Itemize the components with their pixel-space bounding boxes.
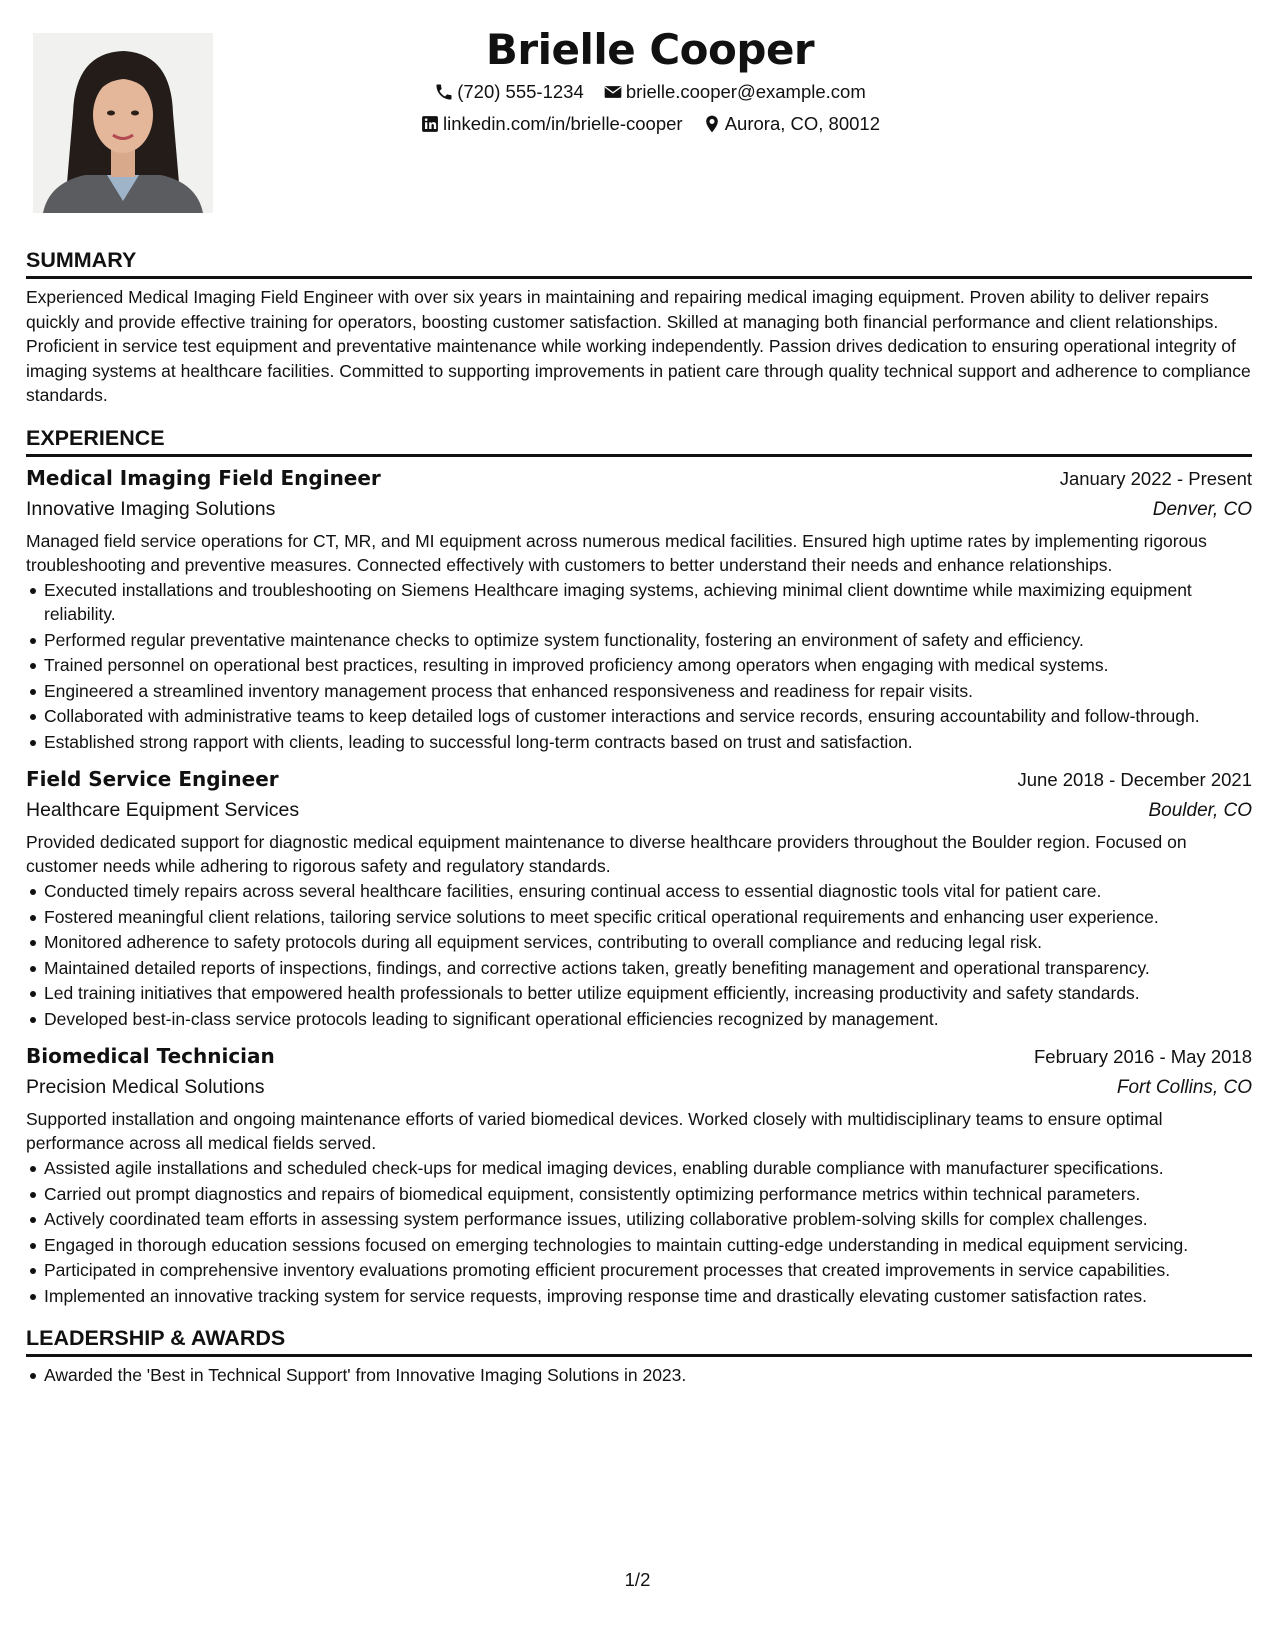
job-company: Precision Medical Solutions (26, 1075, 265, 1098)
job-location: Denver, CO (1152, 498, 1252, 520)
leadership-bullets (26, 1363, 1252, 1387)
envelope-icon (603, 82, 623, 102)
job-bullets (26, 879, 1252, 1031)
bullet-item: Established strong rapport with clients, leading to successful long-term contracts based on trust and satisfaction. (26, 730, 1252, 754)
job-title: Medical Imaging Field Engineer (26, 465, 381, 490)
job-description: Provided dedicated support for diagnostic medical equipment maintenance to diverse healthcare providers throughout the Boulder region. Focused on customer needs while adhering to rigorous safety and regulatory standards. (26, 831, 1187, 876)
bullet-item: Participated in comprehensive inventory evaluations promoting efficient procurement processes that created improvements in service capabilities. (26, 1258, 1252, 1282)
bullet-item: Carried out prompt diagnostics and repairs of biomedical equipment, consistently optimizing performance metrics within technical parameters. (26, 1182, 1252, 1206)
bullet-item: Trained personnel on operational best practices, resulting in improved proficiency among operators when engaging with medical systems. (26, 653, 1252, 677)
job-description: Supported installation and ongoing maintenance efforts of varied biomedical devices. Worked closely with multidisciplinary teams to ensure optimal performance across all medical fields served. (26, 1108, 1163, 1153)
bullet-item: Assisted agile installations and scheduled check-ups for medical imaging devices, enabling durable compliance with manufacturer specifications. (26, 1156, 1252, 1180)
summary-text: Experienced Medical Imaging Field Engineer with over six years in maintaining and repairing medical imaging equipment. Proven ability to deliver repairs quickly and provide effective training for operators, boosting customer satisfaction. Skilled at managing both financial performance and client relationships. Proficient in service test equipment and preventative maintenance while working independently. Passion drives dedication to ensuring operational integrity of imaging systems at healthcare facilities. Committed to supporting improvements in patient care through quality technical support and adherence to compliance standards. (26, 287, 1251, 406)
job-company: Healthcare Equipment Services (26, 798, 300, 821)
leadership-section (26, 1324, 1252, 1387)
resume-content (26, 246, 1252, 1403)
job-entry (26, 1041, 1252, 1308)
bullet-item: Conducted timely repairs across several healthcare facilities, ensuring continual access to essential diagnostic tools vital for patient care. (26, 879, 1252, 903)
phone-contact[interactable] (434, 80, 584, 104)
phone-icon (434, 82, 454, 102)
profile-photo (33, 33, 213, 213)
job-description: Managed field service operations for CT, MR, and MI equipment across numerous medical facilities. Ensured high uptime rates by implementing rigorous troubleshooting and preventive measures. Connected effectively with customers to better understand their needs and enhance relationships. (26, 530, 1207, 575)
experience-heading: EXPERIENCE (26, 424, 1252, 457)
bullet-item: Implemented an innovative tracking system for service requests, improving response time and drastically elevating customer satisfaction rates. (26, 1284, 1252, 1308)
bullet-item: Fostered meaningful client relations, tailoring service solutions to meet specific critical operational requirements and enhancing user experience. (26, 905, 1252, 929)
summary-section (26, 246, 1252, 408)
job-bullets (26, 1156, 1252, 1308)
linkedin-icon (420, 114, 440, 134)
job-location: Fort Collins, CO (1116, 1076, 1252, 1098)
job-entry (26, 764, 1252, 1031)
job-location: Boulder, CO (1148, 799, 1252, 821)
bullet-item: Led training initiatives that empowered health professionals to better utilize equipment efficiently, increasing productivity and safety standards. (26, 981, 1252, 1005)
bullet-item: Engineered a streamlined inventory management process that enhanced responsiveness and readiness for repair visits. (26, 679, 1252, 703)
job-entry (26, 463, 1252, 754)
phone-text: (720) 555-1234 (457, 81, 584, 102)
email-contact[interactable] (603, 80, 866, 104)
job-company: Innovative Imaging Solutions (26, 497, 276, 520)
bullet-item: Maintained detailed reports of inspections, findings, and corrective actions taken, greatly benefiting management and operational transparency. (26, 956, 1252, 980)
contact-row-primary (250, 80, 1050, 108)
bullet-item: Collaborated with administrative teams to keep detailed logs of customer interactions and service records, ensuring accountability and follow-through. (26, 704, 1252, 728)
bullet-item: Awarded the 'Best in Technical Support' from Innovative Imaging Solutions in 2023. (26, 1363, 1252, 1387)
job-title: Biomedical Technician (26, 1043, 275, 1068)
bullet-item: Executed installations and troubleshooting on Siemens Healthcare imaging systems, achieving minimal client downtime while maximizing equipment reliability. (26, 578, 1252, 626)
bullet-item: Actively coordinated team efforts in assessing system performance issues, utilizing collaborative problem-solving skills for complex challenges. (26, 1207, 1252, 1231)
job-bullets (26, 578, 1252, 754)
location-text: Aurora, CO, 80012 (724, 113, 880, 134)
contact-row-secondary (250, 112, 1050, 140)
summary-heading: SUMMARY (26, 246, 1252, 279)
job-dates: June 2018 - December 2021 (1017, 768, 1252, 790)
email-text: brielle.cooper@example.com (625, 81, 866, 102)
page-number: 1/2 (624, 1569, 651, 1590)
bullet-item: Developed best-in-class service protocols leading to significant operational efficiencies recognized by management. (26, 1007, 1252, 1031)
linkedin-text: linkedin.com/in/brielle-cooper (442, 113, 683, 134)
location-contact (702, 112, 880, 136)
job-title: Field Service Engineer (26, 766, 279, 791)
linkedin-contact[interactable] (420, 112, 683, 136)
job-dates: February 2016 - May 2018 (1033, 1045, 1252, 1067)
job-dates: January 2022 - Present (1059, 467, 1252, 489)
bullet-item: Performed regular preventative maintenance checks to optimize system functionality, fostering an environment of safety and efficiency. (26, 628, 1252, 652)
bullet-item: Engaged in thorough education sessions focused on emerging technologies to maintain cutting-edge understanding in medical equipment servicing. (26, 1233, 1252, 1257)
bullet-item: Monitored adherence to safety protocols during all equipment services, contributing to overall compliance and reducing legal risk. (26, 930, 1252, 954)
experience-section (26, 424, 1252, 1308)
map-marker-icon (702, 114, 722, 134)
leadership-heading: LEADERSHIP & AWARDS (26, 1324, 1252, 1357)
candidate-name: Brielle Cooper (485, 25, 815, 74)
